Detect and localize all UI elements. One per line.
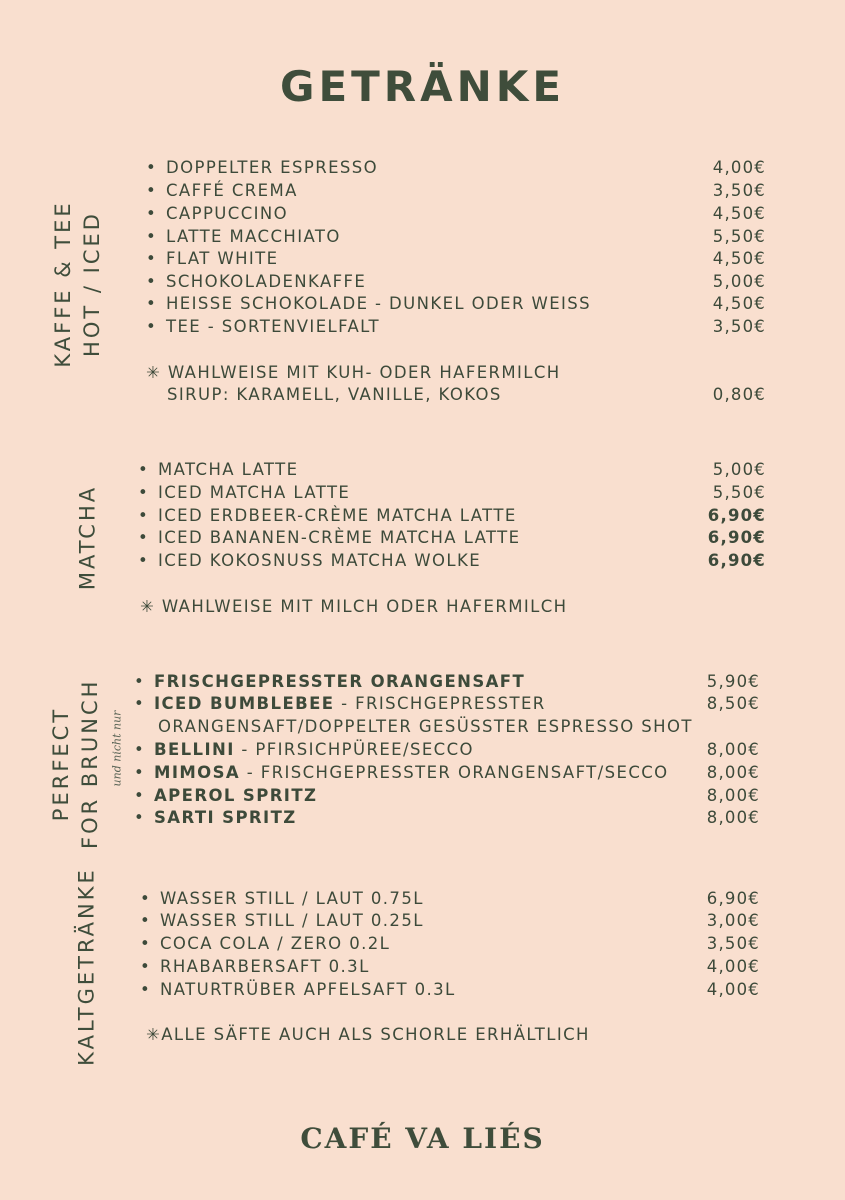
item-price: 3,50€ <box>712 317 766 336</box>
item-price: 6,90€ <box>706 889 760 908</box>
section-label-line2: HOT / ICED <box>80 211 104 357</box>
menu-item: • SCHOKOLADENKAFFE <box>146 272 367 291</box>
cafe-logo-text: CAFÉ VA LIÉS <box>300 1122 545 1155</box>
sirup-price: 0,80€ <box>712 385 766 404</box>
menu-item-continuation <box>158 715 693 738</box>
item-price: 4,00€ <box>706 957 760 976</box>
item-name: WASSER STILL / LAUT 0.25L <box>160 911 424 930</box>
section-label-line1: PERFECT <box>49 706 73 822</box>
item-name: NATURTRÜBER APFELSAFT 0.3L <box>160 980 456 999</box>
item-price: 8,00€ <box>706 740 760 759</box>
item-price: 5,90€ <box>706 672 760 691</box>
item-desc: - FRISCHGEPRESSTER <box>334 694 546 713</box>
item-desc: ORANGENSAFT/DOPPELTER GESÜSSTER ESPRESSO SHOT <box>158 717 693 736</box>
menu-item: • BELLINI - PFIRSICHPÜREE/SECCO <box>134 740 474 759</box>
item-name: MIMOSA <box>154 763 241 782</box>
item-price: 8,00€ <box>706 763 760 782</box>
item-price: 4,00€ <box>706 980 760 999</box>
item-desc: - PFIRSICHPÜREE/SECCO <box>234 740 474 759</box>
menu-item: • ICED ERDBEER-CRÈME MATCHA LATTE <box>138 506 517 525</box>
item-name: RHABARBERSAFT 0.3L <box>160 957 370 976</box>
item-name: SCHOKOLADENKAFFE <box>166 272 367 291</box>
menu-item: • NATURTRÜBER APFELSAFT 0.3L <box>140 980 456 999</box>
item-name: FRISCHGEPRESSTER ORANGENSAFT <box>154 672 526 691</box>
item-desc: - FRISCHGEPRESSTER ORANGENSAFT/SECCO <box>240 763 669 782</box>
item-name: COCA COLA / ZERO 0.2L <box>160 934 391 953</box>
menu-item: • LATTE MACCHIATO <box>146 227 341 246</box>
menu-item: • ICED MATCHA LATTE <box>138 483 351 502</box>
note-milk: ✳ WAHLWEISE MIT KUH- ODER HAFERMILCH <box>146 363 561 382</box>
item-name: HEISSE SCHOKOLADE - DUNKEL ODER WEISS <box>166 294 592 313</box>
menu-item: • CAPPUCCINO <box>146 204 289 223</box>
item-name: ICED MATCHA LATTE <box>158 483 351 502</box>
item-name: APEROL SPRITZ <box>154 786 318 805</box>
item-price: 8,50€ <box>706 694 760 713</box>
item-price: 4,50€ <box>712 204 766 223</box>
item-name: LATTE MACCHIATO <box>166 227 341 246</box>
section-label-kalt: KALTGETRÄNKE <box>74 867 99 1066</box>
item-name: ICED KOKOSNUSS MATCHA WOLKE <box>158 551 482 570</box>
menu-item: • ICED KOKOSNUSS MATCHA WOLKE <box>138 551 482 570</box>
item-price: 5,00€ <box>712 460 766 479</box>
note-sirup: SIRUP: KARAMELL, VANILLE, KOKOS <box>167 385 502 404</box>
item-name: FLAT WHITE <box>166 249 279 268</box>
item-name: ICED ERDBEER-CRÈME MATCHA LATTE <box>158 506 517 525</box>
note-matcha-milk: ✳ WAHLWEISE MIT MILCH ODER HAFERMILCH <box>140 597 568 616</box>
item-price: 3,50€ <box>706 934 760 953</box>
item-price: 6,90€ <box>707 551 766 570</box>
menu-item: • WASSER STILL / LAUT 0.25L <box>140 911 424 930</box>
menu-item: • ICED BANANEN-CRÈME MATCHA LATTE <box>138 528 521 547</box>
item-price: 5,50€ <box>712 483 766 502</box>
page-title: GETRÄNKE <box>279 62 566 111</box>
menu-item: • CAFFÉ CREMA <box>146 181 298 200</box>
item-price: 6,90€ <box>707 506 766 525</box>
item-price: 5,50€ <box>712 227 766 246</box>
item-price: 3,50€ <box>712 181 766 200</box>
script-subtitle: und nicht nur <box>110 710 124 787</box>
item-name: SARTI SPRITZ <box>154 808 297 827</box>
item-name: TEE - SORTENVIELFALT <box>166 317 380 336</box>
item-price: 6,90€ <box>707 528 766 547</box>
menu-item: • MATCHA LATTE <box>138 460 299 479</box>
item-price: 8,00€ <box>706 786 760 805</box>
item-name: BELLINI <box>154 740 235 759</box>
item-price: 3,00€ <box>706 911 760 930</box>
item-price: 4,50€ <box>712 249 766 268</box>
section-label-brunch <box>47 679 105 849</box>
item-name: DOPPELTER ESPRESSO <box>166 158 379 177</box>
section-label-line2: FOR BRUNCH <box>78 678 102 849</box>
item-name: WASSER STILL / LAUT 0.75L <box>160 889 424 908</box>
item-name: MATCHA LATTE <box>158 460 299 479</box>
menu-item: • WASSER STILL / LAUT 0.75L <box>140 889 424 908</box>
menu-item: • TEE - SORTENVIELFALT <box>146 317 380 336</box>
menu-item: • RHABARBERSAFT 0.3L <box>140 957 370 976</box>
section-label-kaffee <box>49 189 107 379</box>
menu-item: • COCA COLA / ZERO 0.2L <box>140 934 391 953</box>
item-price: 8,00€ <box>706 808 760 827</box>
item-name: ICED BUMBLEBEE <box>154 694 335 713</box>
menu-item: • DOPPELTER ESPRESSO <box>146 158 379 177</box>
item-price: 4,50€ <box>712 294 766 313</box>
menu-item: • SARTI SPRITZ <box>134 808 297 827</box>
menu-item: • FRISCHGEPRESSTER ORANGENSAFT <box>134 672 526 691</box>
item-price: 4,00€ <box>712 158 766 177</box>
note-schorle: ✳ALLE SÄFTE AUCH ALS SCHORLE ERHÄLTLICH <box>146 1025 590 1044</box>
menu-item: • FLAT WHITE <box>146 249 279 268</box>
menu-item: • HEISSE SCHOKOLADE - DUNKEL ODER WEISS <box>146 294 592 313</box>
item-name: CAFFÉ CREMA <box>166 181 298 200</box>
menu-item: • MIMOSA - FRISCHGEPRESSTER ORANGENSAFT/SECCO <box>134 763 669 782</box>
item-name: CAPPUCCINO <box>166 204 289 223</box>
menu-item: • ICED BUMBLEBEE - FRISCHGEPRESSTER <box>134 694 546 713</box>
section-label-line1: KAFFE & TEE <box>51 200 75 368</box>
item-price: 5,00€ <box>712 272 766 291</box>
item-name: ICED BANANEN-CRÈME MATCHA LATTE <box>158 528 521 547</box>
section-label-matcha: MATCHA <box>75 484 100 591</box>
menu-item: • APEROL SPRITZ <box>134 786 318 805</box>
